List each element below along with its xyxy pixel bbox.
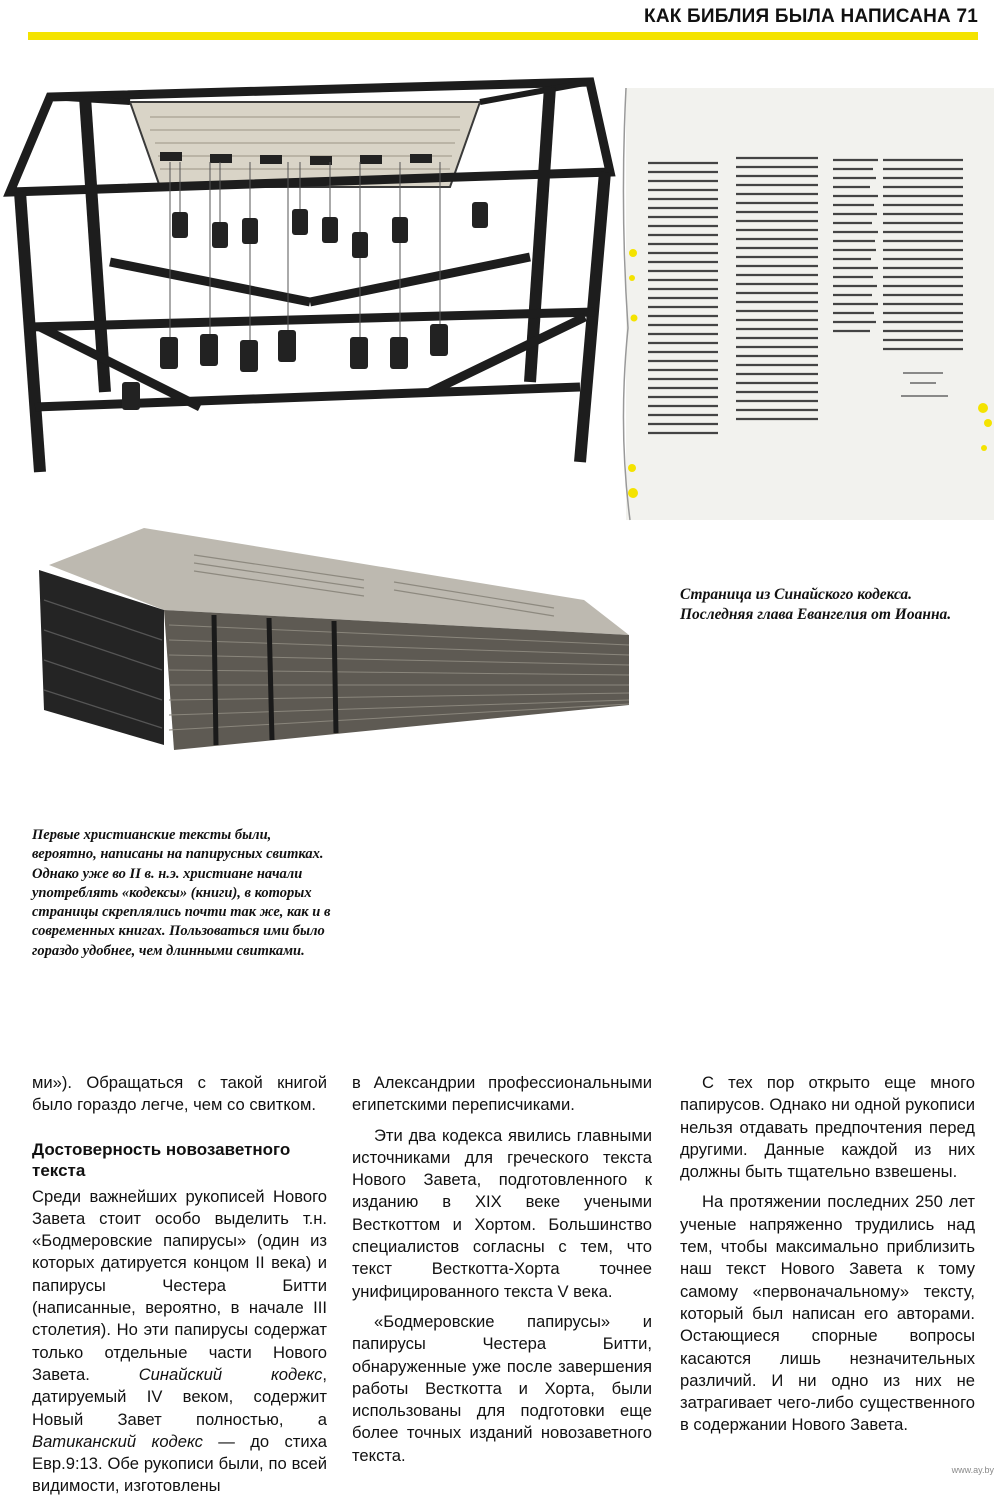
col2-paragraph-1: в Александрии профессиональными египетскими переписчиками. xyxy=(352,1073,652,1115)
ancient-codex-book-photo xyxy=(34,500,644,800)
col3-paragraph-1: С тех пор открыто еще много папирусов. Однако ни одной рукописи нельзя отдавать предпочтения перед другими. Данные каждой из них должны быть тщательно взвешены. xyxy=(680,1073,975,1182)
scroll-frame-photo xyxy=(10,62,610,482)
col2-paragraph-2: Эти два кодекса явились главными источниками для греческого текста Нового Завета, подготовленного к изданию в XIX веке учеными Весткоттом и Хортом. Большинство специалистов согласны с тем, что текст Весткотта-Хорта точнее унифицированного текста V века. xyxy=(352,1125,652,1301)
vaticanus-term: Ватиканский кодекс xyxy=(32,1431,203,1451)
yellow-rule xyxy=(28,32,978,40)
col2-paragraph-3: «Бодмеровские папирусы» и папирусы Честера Битти, обнаруженные уже после завершения работы Весткотта и Хорта, были использованы для подготовки еще более точных изданий новозаветного текста. xyxy=(352,1311,652,1465)
page-number: 71 xyxy=(956,6,978,27)
sinaiticus-term: Синайский кодекс xyxy=(138,1364,323,1384)
section-heading: Достоверность новозаветного текста xyxy=(32,1139,291,1180)
running-title: КАК БИБЛИЯ БЫЛА НАПИСАНА xyxy=(644,6,951,27)
watermark: www.ay.by xyxy=(951,1465,994,1475)
codex-sinaiticus-page-photo xyxy=(618,88,996,520)
col3-paragraph-2: На протяжении последних 250 лет ученые напряженно трудились над тем, чтобы максимально приблизить наш текст Нового Завета к тому самому «первоначальному» тексту, который был написан его авторами. Остающиеся спорные вопросы касаются лишь незначительных различий. И ни одно из них не затрагивает чего-либо существенного в содержании Нового Завета. xyxy=(680,1192,975,1435)
caption-sinaiticus: Страница из Синайского кодекса. Последняя глава Евангелия от Иоанна. xyxy=(680,586,952,623)
col1-paragraph-1: ми»). Обращаться с такой книгой было гораздо легче, чем со свитком. xyxy=(32,1073,327,1115)
running-head xyxy=(644,6,978,28)
caption-codices: Первые христианские тексты были, вероятно, написаны на папирусных свитках. Однако уже во II в. н.э. христиане начали употреблять «кодексы» (книги), в которых страницы скреплялись почти так же, как и в современных книгах. Пользоваться ими было гораздо удобнее, чем длинными свитками. xyxy=(32,827,331,959)
article-column-3 xyxy=(680,1072,975,1445)
col1-paragraph-2: Среди важнейших рукописей Нового Завета стоит особо выделить т.н. «Бодмеровские папирусы» (один из которых датируется концом II века) и папирусы Честера Битти (написанные, вероятно, в начале III столетия). Но эти папирусы содержат только отдельные части Нового Завета. Синайский кодекс, датируемый IV веком, содержит Новый Завет полностью, а Ватиканский кодекс — до стиха Евр.9:13. Обе рукописи были, по всей видимости, изготовлены xyxy=(32,1186,327,1496)
article-column-1 xyxy=(32,1072,327,1506)
article-column-2 xyxy=(352,1072,652,1475)
